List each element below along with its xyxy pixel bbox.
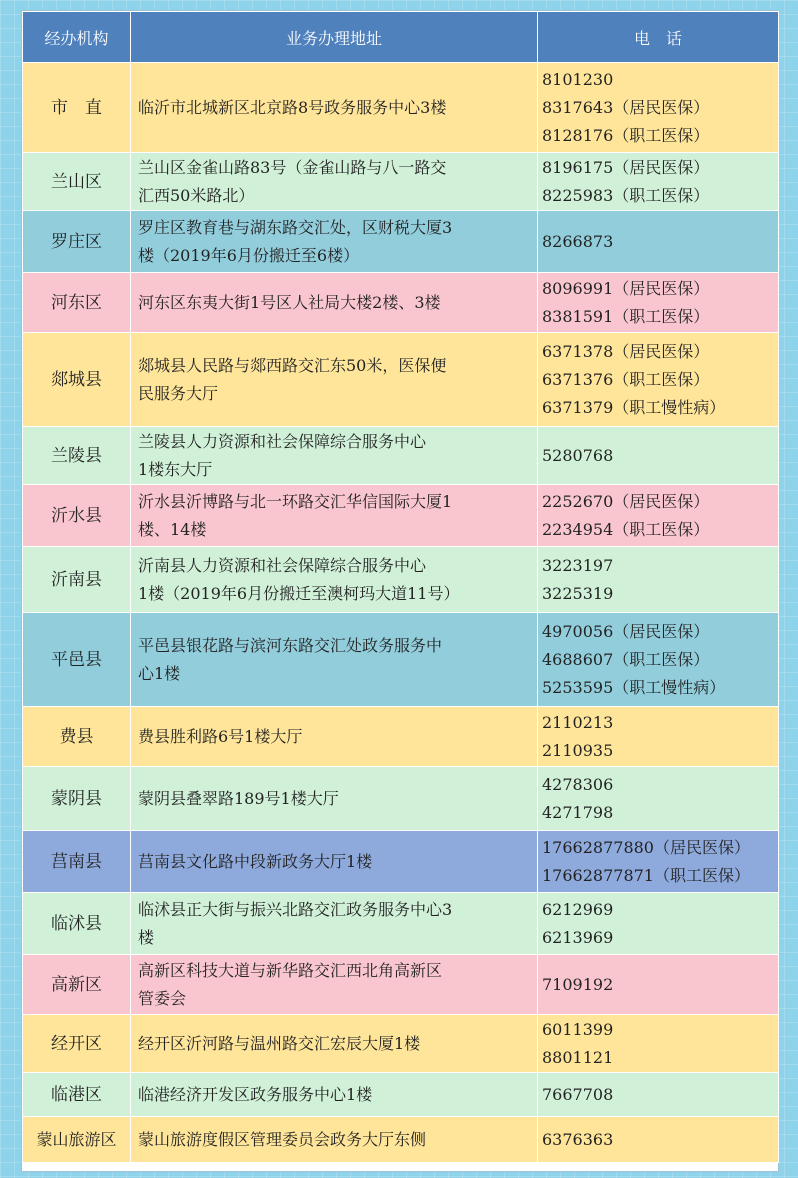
org-cell: 临沭县: [23, 893, 131, 955]
address-cell: [131, 1073, 538, 1117]
address-line: 高新区科技大道与新华路交汇西北角高新区: [138, 960, 443, 980]
org-cell: 郯城县: [23, 333, 131, 427]
address-line: 蒙阴县叠翠路189号1楼大厅: [138, 788, 339, 808]
address-cell: [131, 955, 538, 1015]
phone-cell: [538, 1073, 779, 1117]
phone-cell: [538, 613, 779, 707]
phone-cell: [538, 893, 779, 955]
phone-number: 17662877871（职工医保）: [542, 865, 750, 885]
org-cell: 罗庄区: [23, 211, 131, 273]
phone-cell: [538, 211, 779, 273]
table-row: [23, 613, 779, 707]
phone-cell: [538, 153, 779, 211]
phone-number: 6376363: [542, 1129, 614, 1149]
phone-cell: [538, 63, 779, 153]
table-row: [23, 893, 779, 955]
address-line: 蒙山旅游度假区管理委员会政务大厅东侧: [138, 1129, 427, 1149]
table-row: [23, 333, 779, 427]
address-cell: [131, 427, 538, 485]
address-line: 汇西50米路北）: [138, 185, 255, 205]
table-row: [23, 63, 779, 153]
phone-number: 4970056（居民医保）: [542, 621, 710, 641]
org-cell: 兰山区: [23, 153, 131, 211]
phone-number: 5253595（职工慢性病）: [542, 677, 726, 697]
address-cell: [131, 63, 538, 153]
address-line: 平邑县银花路与滨河东路交汇处政务服务中: [138, 635, 443, 655]
address-cell: [131, 333, 538, 427]
org-cell: 市 直: [23, 63, 131, 153]
phone-number: 8225983（职工医保）: [542, 185, 710, 205]
table-row: [23, 707, 779, 767]
address-line: 楼、14楼: [138, 519, 207, 539]
phone-cell: [538, 955, 779, 1015]
org-cell: 蒙山旅游区: [23, 1117, 131, 1163]
table-row: [23, 547, 779, 613]
table-row: [23, 1117, 779, 1163]
table-header-row: [23, 12, 779, 63]
org-cell: 兰陵县: [23, 427, 131, 485]
address-line: 兰陵县人力资源和社会保障综合服务中心: [138, 431, 427, 451]
table-row: [23, 273, 779, 333]
phone-number: 17662877880（居民医保）: [542, 837, 750, 857]
address-line: 河东区东夷大街1号区人社局大楼2楼、3楼: [138, 292, 441, 312]
phone-number: 8196175（居民医保）: [542, 157, 710, 177]
table-row: [23, 1015, 779, 1073]
header-address: 业务办理地址: [131, 12, 538, 63]
phone-number: 3223197: [542, 555, 614, 575]
address-line: 临沭县正大街与振兴北路交汇政务服务中心3: [138, 899, 453, 919]
table-row: [23, 1073, 779, 1117]
org-cell: 河东区: [23, 273, 131, 333]
table-body: [23, 63, 779, 1163]
phone-cell: [538, 547, 779, 613]
header-org: 经办机构: [23, 12, 131, 63]
org-cell: 临港区: [23, 1073, 131, 1117]
address-line: 费县胜利路6号1楼大厅: [138, 726, 303, 746]
address-line: 罗庄区教育巷与湖东路交汇处，区财税大厦3: [138, 217, 453, 237]
org-cell: 高新区: [23, 955, 131, 1015]
address-line: 莒南县文化路中段新政务大厅1楼: [138, 851, 373, 871]
address-line: 楼（2019年6月份搬迁至6楼）: [138, 245, 360, 265]
address-line: 1楼（2019年6月份搬迁至澳柯玛大道11号）: [138, 583, 460, 603]
phone-number: 6212969: [542, 899, 614, 919]
phone-number: 2234954（职工医保）: [542, 519, 710, 539]
phone-number: 4271798: [542, 802, 614, 822]
phone-number: 4278306: [542, 774, 614, 794]
phone-cell: [538, 1117, 779, 1163]
org-cell: 蒙阴县: [23, 767, 131, 831]
table-row: [23, 427, 779, 485]
office-table: [22, 11, 779, 1163]
address-cell: [131, 211, 538, 273]
address-line: 临港经济开发区政务服务中心1楼: [138, 1084, 373, 1104]
address-line: 民服务大厅: [138, 383, 219, 403]
phone-number: 7109192: [542, 974, 614, 994]
address-cell: [131, 613, 538, 707]
phone-number: 8317643（居民医保）: [542, 97, 710, 117]
org-cell: 莒南县: [23, 831, 131, 893]
phone-cell: [538, 485, 779, 547]
phone-cell: [538, 767, 779, 831]
address-cell: [131, 1117, 538, 1163]
phone-number: 5280768: [542, 445, 614, 465]
table-row: [23, 485, 779, 547]
phone-number: 6371379（职工慢性病）: [542, 397, 726, 417]
phone-number: 2110213: [542, 712, 614, 732]
address-cell: [131, 767, 538, 831]
address-line: 心1楼: [138, 663, 181, 683]
phone-number: 2252670（居民医保）: [542, 491, 710, 511]
address-line: 楼: [138, 927, 155, 947]
address-cell: [131, 707, 538, 767]
phone-number: 8128176（职工医保）: [542, 125, 710, 145]
phone-number: 6011399: [542, 1019, 614, 1039]
phone-number: 8096991（居民医保）: [542, 278, 710, 298]
org-cell: 经开区: [23, 1015, 131, 1073]
address-line: 1楼东大厅: [138, 459, 213, 479]
phone-number: 3225319: [542, 583, 614, 603]
address-cell: [131, 1015, 538, 1073]
office-table-card: [21, 10, 779, 1172]
table-row: [23, 767, 779, 831]
phone-number: 6213969: [542, 927, 614, 947]
address-cell: [131, 547, 538, 613]
address-line: 沂南县人力资源和社会保障综合服务中心: [138, 555, 427, 575]
phone-number: 4688607（职工医保）: [542, 649, 710, 669]
address-cell: [131, 153, 538, 211]
phone-number: 8101230: [542, 69, 614, 89]
phone-number: 7667708: [542, 1084, 614, 1104]
address-cell: [131, 831, 538, 893]
org-cell: 平邑县: [23, 613, 131, 707]
address-line: 兰山区金雀山路83号（金雀山路与八一路交: [138, 157, 447, 177]
phone-cell: [538, 273, 779, 333]
address-line: 经开区沂河路与温州路交汇宏辰大厦1楼: [138, 1033, 421, 1053]
table-row: [23, 831, 779, 893]
phone-number: 2110935: [542, 740, 614, 760]
org-cell: 费县: [23, 707, 131, 767]
address-line: 郯城县人民路与郯西路交汇东50米，医保便: [138, 355, 447, 375]
phone-cell: [538, 1015, 779, 1073]
phone-number: 8266873: [542, 231, 614, 251]
table-row: [23, 955, 779, 1015]
address-line: 管委会: [138, 988, 187, 1008]
phone-number: 6371378（居民医保）: [542, 341, 710, 361]
org-cell: 沂南县: [23, 547, 131, 613]
table-row: [23, 153, 779, 211]
address-line: 临沂市北城新区北京路8号政务服务中心3楼: [138, 97, 447, 117]
phone-number: 6371376（职工医保）: [542, 369, 710, 389]
header-phone: 电 话: [538, 12, 779, 63]
phone-number: 8381591（职工医保）: [542, 306, 710, 326]
address-cell: [131, 893, 538, 955]
phone-cell: [538, 707, 779, 767]
phone-cell: [538, 333, 779, 427]
org-cell: 沂水县: [23, 485, 131, 547]
address-cell: [131, 485, 538, 547]
phone-cell: [538, 427, 779, 485]
table-row: [23, 211, 779, 273]
phone-cell: [538, 831, 779, 893]
address-cell: [131, 273, 538, 333]
phone-number: 8801121: [542, 1047, 614, 1067]
address-line: 沂水县沂博路与北一环路交汇华信国际大厦1: [138, 491, 453, 511]
